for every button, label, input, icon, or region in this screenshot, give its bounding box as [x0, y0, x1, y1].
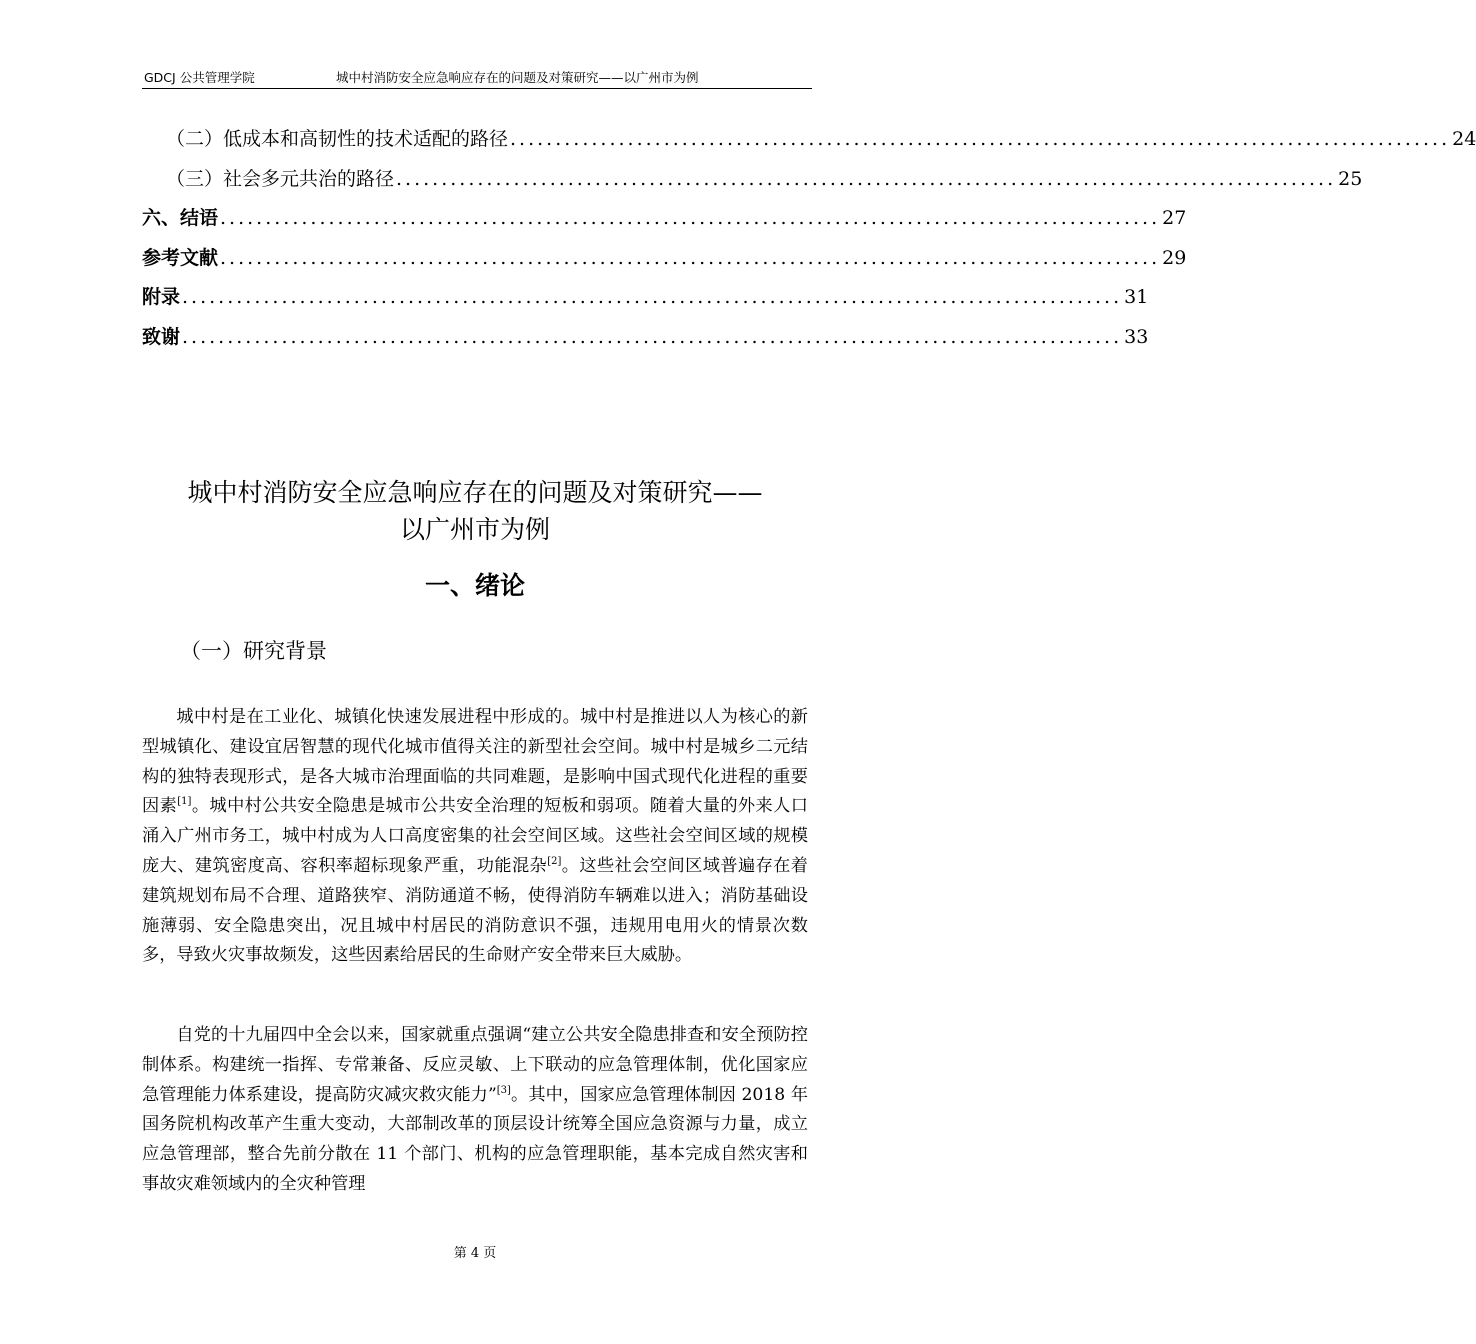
toc-entry-title: 参考文献	[142, 246, 219, 269]
document-title	[100, 474, 850, 548]
paragraph-text: 。城中村公共安全隐患是城市公共安全治理的短板和弱项。随着大量的外来人口涌入广州市务工，城中村成为人口高度密集的社会空间区域。这些社会空间区域的规模庞大、建筑密度高、容积率超标现象严重，功能混杂	[142, 796, 808, 876]
toc-entry-title: 六、结语	[142, 207, 219, 229]
toc-entry-title: 致谢	[142, 325, 181, 348]
toc-entry[interactable]	[142, 318, 1149, 358]
toc-entry-page: 33	[1124, 325, 1149, 348]
toc-entry[interactable]	[142, 239, 1187, 279]
toc-entry-page: 31	[1124, 286, 1149, 308]
document-title-line1: 城中村消防安全应急响应存在的问题及对策研究——	[187, 478, 763, 507]
paragraph-text: 。这些社会空间区域普遍存在着建筑规划布局不合理、道路狭窄、消防通道不畅，使得消防车辆难以进入；消防基础设施薄弱、安全隐患突出，况且城中村居民的消防意识不强，违规用电用火的情景次数多，导致火灾事故频发，这些因素给居民的生命财产安全带来巨大威胁。	[142, 855, 808, 966]
page-footer: 第 4 页	[453, 1246, 497, 1261]
toc-leader-dots: ........................................................................................................	[396, 167, 1337, 190]
paragraph-text: 自党的十九届四中全会以来，国家就重点强调“建立公共安全隐患排查和安全预防控制体系。构建统一指挥、专常兼备、反应灵敏、上下联动的应急管理体制，优化国家应急管理能力体系建设，提高防灾减灾救灾能力”	[142, 1025, 808, 1105]
citation-marker[interactable]: [3]	[496, 1084, 511, 1096]
chapter-heading: 一、绪论	[424, 571, 525, 600]
header-institution: GDCJ 公共管理学院	[144, 70, 255, 85]
toc-entry[interactable]	[142, 199, 1187, 239]
document-title-line2: 以广州市为例	[399, 515, 550, 544]
toc-entry-page: 27	[1162, 207, 1187, 229]
toc-entry-page: 25	[1338, 167, 1363, 190]
citation-marker[interactable]: [1]	[177, 796, 192, 808]
toc-entry-title: （三）社会多元共治的路径	[166, 167, 395, 190]
toc-leader-dots: ........................................................................................................	[182, 325, 1123, 348]
page-header	[142, 68, 812, 89]
header-document-title: 城中村消防安全应急响应存在的问题及对策研究——以广州市为例	[336, 70, 699, 85]
citation-marker[interactable]: [2]	[547, 855, 562, 867]
paragraph-text: 。其中，国家应急管理体制因 2018 年国务院机构改革产生重大变动，大部制改革的顶层设计统筹全国应急资源与力量，成立应急管理部，整合先前分散在 11 个部门、机构的应急管理职能，基本完成自然灾害和事故灾难领域内的全灾种管理	[142, 1084, 809, 1194]
toc-leader-dots: ........................................................................................................	[220, 246, 1161, 269]
toc-entry-title: （二）低成本和高韧性的技术适配的路径	[166, 128, 509, 150]
toc-entry-page: 24	[1452, 128, 1476, 150]
toc-entry[interactable]	[142, 160, 1363, 200]
section-heading: （一）研究背景	[180, 639, 327, 663]
toc-leader-dots: ........................................................................................................	[510, 128, 1451, 150]
body-paragraph	[142, 1021, 808, 1200]
toc-entry[interactable]	[142, 120, 1476, 160]
toc-entry-title: 附录	[142, 286, 181, 308]
body-paragraph	[142, 703, 808, 971]
toc-leader-dots: ........................................................................................................	[220, 207, 1161, 229]
toc-leader-dots: ........................................................................................................	[182, 286, 1123, 308]
paragraph-text: 城中村是在工业化、城镇化快速发展进程中形成的。城中村是推进以人为核心的新型城镇化、建设宜居智慧的现代化城市值得关注的新型社会空间。城中村是城乡二元结构的独特表现形式，是各大城市治理面临的共同难题，是影响中国式现代化进程的重要因素	[142, 707, 808, 817]
table-of-contents	[142, 120, 1476, 357]
toc-entry[interactable]	[142, 278, 1149, 318]
toc-entry-page: 29	[1162, 246, 1187, 269]
